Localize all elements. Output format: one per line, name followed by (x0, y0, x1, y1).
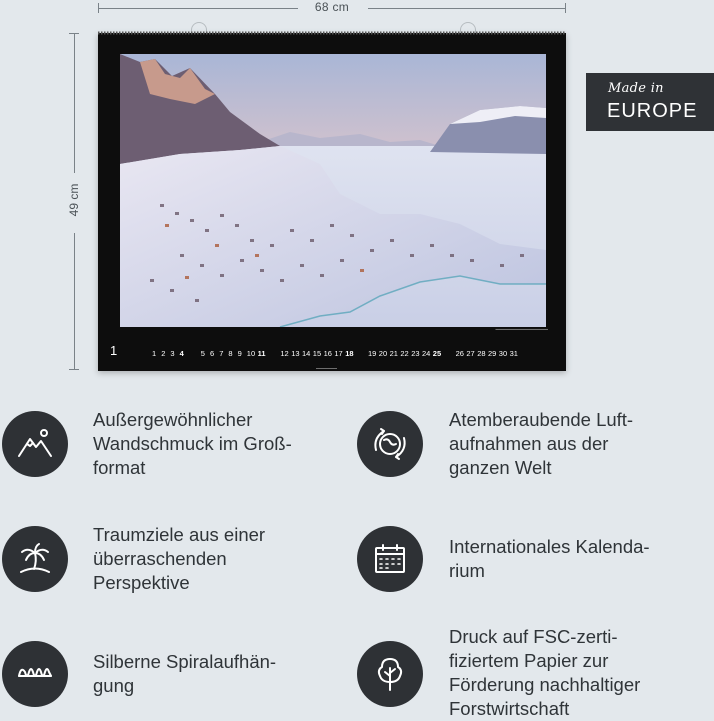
calendar-photo (120, 54, 546, 327)
width-dimension-line-right (368, 8, 566, 9)
height-dimension-tick-bottom (69, 369, 79, 370)
mountain-icon (2, 411, 68, 477)
calendar-day: 13 (291, 349, 300, 358)
feature-text-spiral: Silberne Spiralaufhän- gung (93, 651, 277, 696)
palm-island-icon (2, 526, 68, 592)
calendar-days (98, 349, 566, 361)
width-dimension-label: 68 cm (314, 0, 350, 14)
calendar-day: 15 (312, 349, 322, 358)
calendar-day: 10 (246, 349, 256, 358)
calendar-day: 2 (161, 349, 166, 358)
feature-text-large-format: Außergewöhnlicher Wandschmuck im Groß- format (93, 409, 292, 478)
spiral-icon (2, 641, 68, 707)
height-dimension-line-bottom (74, 233, 75, 370)
height-dimension-line-top (74, 33, 75, 173)
calendar-day: 19 (368, 349, 377, 358)
height-dimension-label: 49 cm (67, 183, 81, 217)
aerial-snow-village-photo (120, 54, 546, 327)
calendar-icon (357, 526, 423, 592)
badge-title: EUROPE (607, 100, 698, 122)
calendar-day: 11 (257, 349, 266, 358)
calendar-day: 24 (422, 349, 431, 358)
calendar-day: 4 (179, 349, 184, 358)
calendar-day: 1 (152, 349, 157, 358)
calendar-day: 18 (345, 349, 354, 358)
month-number: 1 (110, 343, 118, 358)
calendar-footer: ▬▬▬▬▬▬▬ (316, 366, 337, 370)
calendar-day: 6 (210, 349, 215, 358)
calendar-day: 29 (488, 349, 497, 358)
calendar-day: 16 (323, 349, 332, 358)
calendar-day: 5 (200, 349, 205, 358)
calendar-day: 8 (228, 349, 233, 358)
calendar-day: 30 (498, 349, 508, 358)
calendar-day: 21 (389, 349, 398, 358)
calendar-day: 20 (378, 349, 388, 358)
calendar-day: 12 (280, 349, 289, 358)
calendar-day: 25 (432, 349, 442, 358)
feature-text-fsc-paper: Druck auf FSC-zerti- fiziertem Papier zur Förderung nachhaltiger Forstwirtschaft (449, 626, 641, 719)
height-dimension (64, 33, 84, 370)
calendar-day: 31 (509, 349, 518, 358)
calendar-day: 22 (400, 349, 409, 358)
globe-arrows-icon (357, 411, 423, 477)
feature-text-destinations: Traumziele aus einer überraschenden Perspektive (93, 524, 266, 593)
calendar-day: 9 (237, 349, 242, 358)
wall-calendar (98, 33, 566, 371)
photo-credit: ▬▬▬▬▬▬▬▬▬▬▬▬▬▬▬ (495, 327, 548, 331)
width-dimension (98, 0, 566, 18)
badge-script-text: Made in (608, 81, 664, 96)
calendar-day: 27 (466, 349, 475, 358)
spiral-binding (98, 30, 566, 36)
tree-icon (357, 641, 423, 707)
calendar-day: 17 (334, 349, 343, 358)
calendar-day: 23 (411, 349, 420, 358)
feature-text-aerial-photos: Atemberaubende Luft- aufnahmen aus der ganzen Welt (449, 409, 634, 478)
calendar-day: 3 (170, 349, 175, 358)
width-dimension-tick-right (565, 3, 566, 13)
calendar-day: 28 (477, 349, 486, 358)
calendar-day: 14 (302, 349, 311, 358)
calendar-day: 7 (219, 349, 224, 358)
calendar-day: 26 (455, 349, 464, 358)
made-in-europe-badge (586, 73, 714, 131)
feature-text-calendarium: Internationales Kalenda- rium (449, 536, 650, 581)
